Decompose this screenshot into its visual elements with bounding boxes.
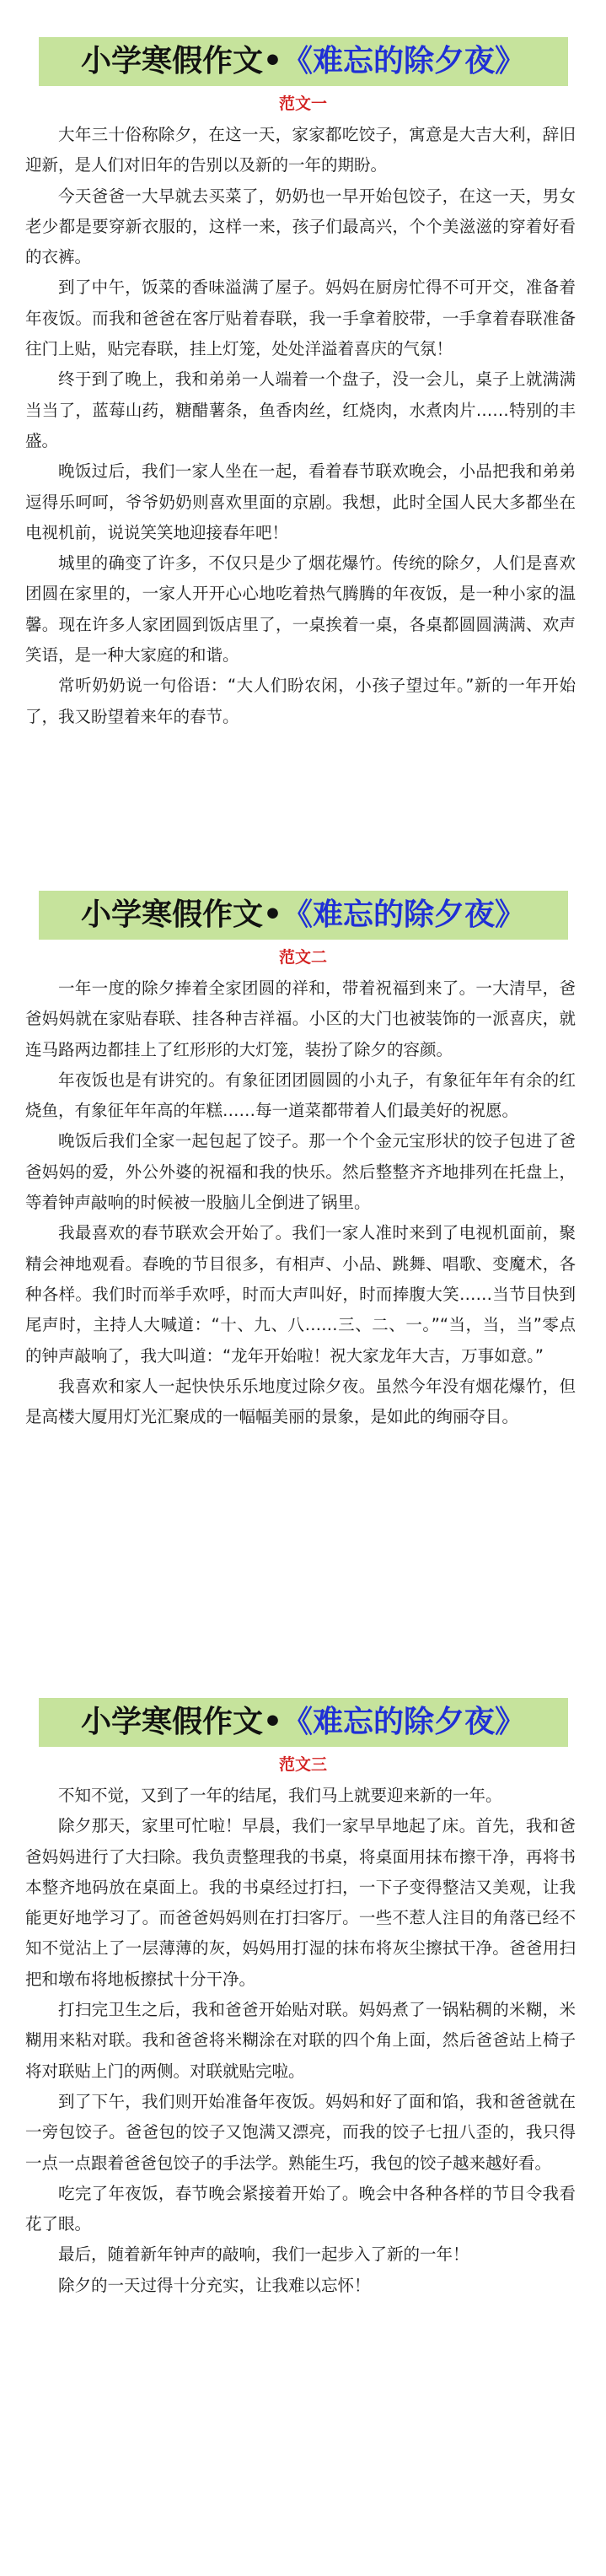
paragraph: 常听奶奶说一句俗语：“大人们盼农闲，小孩子望过年。”新的一年开始了，我又盼望着来年的春节。 [25, 676, 576, 726]
paragraph: 一年一度的除夕捧着全家团圆的祥和，带着祝福到来了。一大清早，爸爸妈妈就在家贴春联、挂各种吉祥福。小区的大门也被装饰的一派喜庆，就连马路两边都挂上了红形形的大灯笼，装扮了除夕的容颜。 [25, 978, 576, 1059]
paragraph: 我喜欢和家人一起快快乐乐地度过除夕夜。虽然今年没有烟花爆竹，但是高楼大厦用灯光汇聚成的一幅幅美丽的景象，是如此的绚丽夺目。 [25, 1376, 576, 1427]
paragraph: 年夜饭也是有讲究的。有象征团团圆圆的小丸子，有象征年年有余的红烧鱼，有象征年年高的年糕……每一道菜都带着人们最美好的祝愿。 [25, 1070, 576, 1121]
paragraph: 最后，随着新年钟声的敲响，我们一起步入了新的一年！ [58, 2245, 469, 2265]
essay-section-2 [0, 891, 606, 1432]
paragraph: 吃完了年夜饭，春节晚会紧接着开始了。晚会中各种各样的节目令我看花了眼。 [25, 2183, 576, 2234]
paragraph: 不知不觉，又到了一年的结尾，我们马上就要迎来新的一年。 [58, 1786, 502, 1805]
paragraph: 晚饭过后，我们一家人坐在一起，看着春节联欢晚会，小品把我和弟弟逗得乐呵呵，爷爷奶奶则喜欢里面的京剧。我想，此时全国人民大多都坐在电视机前，说说笑笑地迎接春年吧！ [25, 461, 576, 542]
paragraph: 今天爸爸一大早就去买菜了，奶奶也一早开始包饺子，在这一天，男女老少都是要穿新衣服的，这样一来，孩子们最高兴，个个美滋滋的穿着好看的衣裤。 [25, 186, 576, 267]
paragraph: 我最喜欢的春节联欢会开始了。我们一家人准时来到了电视机面前，聚精会神地观看。春晚的节目很多，有相声、小品、跳舞、唱歌、变魔术，各种各样。我们时而举手欢呼，时而大声叫好，时而捧腹大笑……当节目快到尾声时，主持人大喊道：“十、九、八……三、二、一。”“当，当，当”零点的钟声敲响了，我大叫道：“龙年开始啦！祝大家龙年大吉，万事如意。” [25, 1223, 576, 1366]
essay-title-bar [39, 1698, 568, 1747]
paragraph: 城里的确变了许多，不仅只是少了烟花爆竹。传统的除夕，人们是喜欢团圆在家里的，一家人开开心心地吃着热气腾腾的年夜饭，是一种小家的温馨。现在许多人家团圆到饭店里了，一桌挨着一桌，各桌都圆圆满满、欢声笑语，是一种大家庭的和谐。 [25, 553, 576, 666]
essay-body [0, 973, 606, 1432]
paragraph: 打扫完卫生之后，我和爸爸开始贴对联。妈妈煮了一锅粘稠的米糊，米糊用来粘对联。我和爸爸将米糊涂在对联的四个角上面，然后爸爸站上椅子将对联贴上门的两侧。对联就贴完啦。 [25, 2000, 576, 2081]
essay-subtitle: 范文一 [278, 94, 327, 113]
paragraph: 到了下午，我们则开始准备年夜饭。妈妈和好了面和馅，我和爸爸就在一旁包饺子。爸爸包的饺子又饱满又漂亮，而我的饺子七扭八歪的，我只得一点一点跟着爸爸包饺子的手法学。熟能生巧，我包的饺子越来越好看。 [25, 2091, 576, 2173]
essay-subtitle: 范文三 [278, 1755, 327, 1774]
paragraph: 到了中午，饭菜的香味溢满了屋子。妈妈在厨房忙得不可开交，准备着年夜饭。而我和爸爸在客厅贴着春联，我一手拿着胶带，一手拿着春联准备往门上贴，贴完春联，挂上灯笼，处处洋溢着喜庆的气氛！ [25, 278, 576, 359]
essay-body [0, 1781, 606, 2301]
essay-body [0, 120, 606, 732]
title-name: 《难忘的除夕夜》 [282, 1705, 526, 1739]
paragraph: 晚饭后我们全家一起包起了饺子。那一个个金元宝形状的饺子包进了爸爸妈妈的爱，外公外婆的祝福和我的快乐。然后整整齐齐地排列在托盘上，等着钟声敲响的时候被一股脑儿全倒进了锅里。 [25, 1131, 576, 1213]
title-name: 《难忘的除夕夜》 [282, 897, 526, 932]
title-prefix: 小学寒假作文• [80, 1705, 282, 1739]
paragraph: 大年三十俗称除夕，在这一天，家家都吃饺子，寓意是大吉大利，辞旧迎新，是人们对旧年的告别以及新的一年的期盼。 [25, 125, 576, 175]
essay-section-3 [0, 1698, 606, 2301]
essay-title-bar [39, 37, 568, 86]
essay-subtitle: 范文二 [278, 948, 327, 967]
essay-title-bar [39, 891, 568, 940]
title-prefix: 小学寒假作文• [80, 44, 282, 78]
paragraph: 终于到了晚上，我和弟弟一人端着一个盘子，没一会儿，桌子上就满满当当了，蓝莓山药，糖醋薯条，鱼香肉丝，红烧肉，水煮肉片……特别的丰盛。 [25, 369, 576, 450]
title-prefix: 小学寒假作文• [80, 897, 282, 932]
title-name: 《难忘的除夕夜》 [282, 44, 526, 78]
essay-section-1 [0, 37, 606, 732]
paragraph: 除夕那天，家里可忙啦！早晨，我们一家早早地起了床。首先，我和爸爸妈妈进行了大扫除。我负责整理我的书桌，将桌面用抹布擦干净，再将书本整齐地码放在桌面上。我的书桌经过打扫，一下子变得整洁又美观，让我能更好地学习了。而爸爸妈妈则在打扫客厅。一些不惹人注目的角落已经不知不觉沾上了一层薄薄的灰，妈妈用打湿的抹布将灰尘擦拭干净。爸爸用扫把和墩布将地板擦拭十分干净。 [25, 1816, 576, 1989]
paragraph: 除夕的一天过得十分充实，让我难以忘怀！ [58, 2275, 371, 2295]
